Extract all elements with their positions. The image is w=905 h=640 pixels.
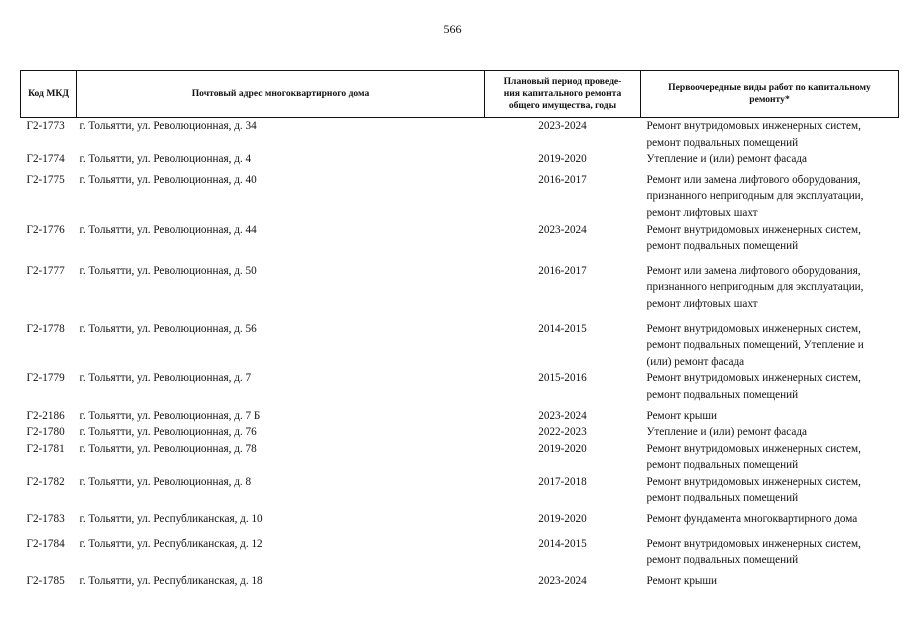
table-row xyxy=(21,151,899,168)
mkd-code: Г2-1784 xyxy=(26,537,65,550)
repair-works-line: ремонт подвальных помещений xyxy=(646,388,799,401)
header-works xyxy=(641,71,899,118)
repair-works-line: ремонт подвальных помещений, Утепление и xyxy=(646,339,864,352)
repair-works xyxy=(641,511,899,528)
repair-works xyxy=(641,172,899,222)
repair-works-line: ремонт подвальных помещений xyxy=(646,459,799,472)
row-spacer-cell xyxy=(21,255,899,263)
table-body xyxy=(21,118,899,590)
building-address: г. Тольятти, ул. Революционная, д. 76 xyxy=(79,426,257,439)
repair-period: 2016-2017 xyxy=(538,173,587,186)
building-address: г. Тольятти, ул. Революционная, д. 56 xyxy=(79,322,257,335)
repair-works-line: Ремонт внутридомовых инженерных систем, xyxy=(646,120,861,132)
repair-works-line: ремонт лифтовых шахт xyxy=(646,206,758,219)
row-spacer xyxy=(21,528,899,536)
repair-period: 2023-2024 xyxy=(538,223,587,236)
table-row xyxy=(21,172,899,222)
repair-period: 2017-2018 xyxy=(538,475,587,488)
table-row xyxy=(21,408,899,425)
repair-works xyxy=(641,222,899,255)
building-address: г. Тольятти, ул. Революционная, д. 50 xyxy=(79,264,257,277)
repair-period: 2019-2020 xyxy=(538,153,587,166)
repair-works-line: ремонт подвальных помещений xyxy=(646,492,799,505)
repair-period: 2023-2024 xyxy=(538,574,587,587)
repair-period: 2014-2015 xyxy=(538,537,587,550)
table-row xyxy=(21,424,899,441)
header-works-line: Первоочередные виды работ по капитальному xyxy=(668,82,871,93)
header-period xyxy=(485,71,641,118)
table-row xyxy=(21,222,899,255)
mkd-code: Г2-1776 xyxy=(26,223,65,236)
building-address: г. Тольятти, ул. Революционная, д. 40 xyxy=(79,173,257,186)
table-row xyxy=(21,263,899,313)
repair-works-line: Ремонт внутридомовых инженерных систем, xyxy=(646,372,861,385)
mkd-code: Г2-1778 xyxy=(26,322,65,335)
table-header xyxy=(21,71,899,118)
repair-works-line: Ремонт фундамента многоквартирного дома xyxy=(646,513,858,526)
repair-works-line: Утепление и (или) ремонт фасада xyxy=(646,426,807,439)
repair-works xyxy=(641,321,899,371)
mkd-code: Г2-1777 xyxy=(26,264,65,277)
mkd-code: Г2-1779 xyxy=(26,372,65,385)
repair-works-line: Ремонт внутридомовых инженерных систем, xyxy=(646,442,861,455)
table-row xyxy=(21,474,899,507)
table-row xyxy=(21,573,899,590)
repair-works xyxy=(641,118,899,152)
table-row xyxy=(21,511,899,528)
repair-works-line: Ремонт крыши xyxy=(646,574,718,587)
header-period-line: общего имущества, годы xyxy=(508,100,617,111)
header-address: Почтовый адрес многоквартирного дома xyxy=(77,71,485,118)
repair-period: 2023-2024 xyxy=(538,409,587,422)
row-spacer xyxy=(21,313,899,321)
table-row xyxy=(21,370,899,403)
repair-works-line: Ремонт или замена лифтового оборудования, xyxy=(646,264,861,277)
repair-works-line: Ремонт внутридомовых инженерных систем, xyxy=(646,537,861,550)
header-code: Код МКД xyxy=(21,71,77,118)
repair-works-line: Ремонт или замена лифтового оборудования, xyxy=(646,173,861,186)
mkd-code: Г2-1781 xyxy=(26,442,65,455)
repair-works-line: Ремонт внутридомовых инженерных систем, xyxy=(646,322,861,335)
table-row xyxy=(21,536,899,569)
repair-works-line: признанного непригодным для эксплуатации, xyxy=(646,281,864,294)
mkd-code: Г2-2186 xyxy=(26,409,65,422)
page-number: 566 xyxy=(443,22,462,36)
mkd-code: Г2-1785 xyxy=(26,574,65,587)
building-address: г. Тольятти, ул. Революционная, д. 7 xyxy=(79,372,252,385)
row-spacer-cell xyxy=(21,528,899,536)
mkd-code: Г2-1775 xyxy=(26,173,65,186)
header-period-line: Плановый период проведе- xyxy=(503,76,622,87)
repair-period: 2014-2015 xyxy=(538,322,587,335)
repair-works-line: признанного непригодным для эксплуатации, xyxy=(646,190,864,203)
mkd-code: Г2-1780 xyxy=(26,426,65,439)
repair-works-line: ремонт подвальных помещений xyxy=(646,554,799,567)
repair-works xyxy=(641,370,899,403)
building-address: г. Тольятти, ул. Революционная, д. 34 xyxy=(79,120,257,132)
repair-works xyxy=(641,474,899,507)
row-spacer-cell xyxy=(21,313,899,321)
repair-works xyxy=(641,441,899,474)
header-works-line: ремонту* xyxy=(749,94,790,105)
repair-works-line: Ремонт внутридомовых инженерных систем, xyxy=(646,475,861,488)
building-address: г. Тольятти, ул. Революционная, д. 7 Б xyxy=(79,409,261,422)
table-row xyxy=(21,441,899,474)
building-address: г. Тольятти, ул. Республиканская, д. 10 xyxy=(79,513,263,526)
repair-period: 2019-2020 xyxy=(538,442,587,455)
table-row xyxy=(21,118,899,152)
building-address: г. Тольятти, ул. Революционная, д. 8 xyxy=(79,475,252,488)
repair-works-line: (или) ремонт фасада xyxy=(646,355,745,368)
repair-works-line: ремонт подвальных помещений xyxy=(646,136,799,149)
row-spacer xyxy=(21,255,899,263)
repair-works xyxy=(641,408,899,425)
building-address: г. Тольятти, ул. Республиканская, д. 18 xyxy=(79,574,263,587)
repair-works-line: ремонт подвальных помещений xyxy=(646,240,799,253)
repair-works xyxy=(641,536,899,569)
repair-period: 2022-2023 xyxy=(538,426,587,439)
mkd-code: Г2-1773 xyxy=(26,120,65,132)
mkd-code: Г2-1774 xyxy=(26,153,65,166)
repair-works-line: Ремонт крыши xyxy=(646,409,718,422)
repair-period: 2016-2017 xyxy=(538,264,587,277)
repair-period: 2019-2020 xyxy=(538,513,587,526)
repair-works xyxy=(641,424,899,441)
table-row xyxy=(21,321,899,371)
repair-schedule-table xyxy=(20,70,899,589)
repair-works-line: Ремонт внутридомовых инженерных систем, xyxy=(646,223,861,236)
building-address: г. Тольятти, ул. Революционная, д. 4 xyxy=(79,153,252,166)
header-period-line: ния капитального ремонта xyxy=(503,88,622,99)
repair-works-line: ремонт лифтовых шахт xyxy=(646,297,758,310)
repair-period: 2015-2016 xyxy=(538,372,587,385)
repair-works xyxy=(641,151,899,168)
building-address: г. Тольятти, ул. Республиканская, д. 12 xyxy=(79,537,263,550)
building-address: г. Тольятти, ул. Революционная, д. 44 xyxy=(79,223,257,236)
mkd-code: Г2-1783 xyxy=(26,513,65,526)
repair-period: 2023-2024 xyxy=(538,120,587,132)
repair-works xyxy=(641,573,899,590)
repair-works-line: Утепление и (или) ремонт фасада xyxy=(646,153,807,166)
building-address: г. Тольятти, ул. Революционная, д. 78 xyxy=(79,442,257,455)
repair-works xyxy=(641,263,899,313)
mkd-code: Г2-1782 xyxy=(26,475,65,488)
